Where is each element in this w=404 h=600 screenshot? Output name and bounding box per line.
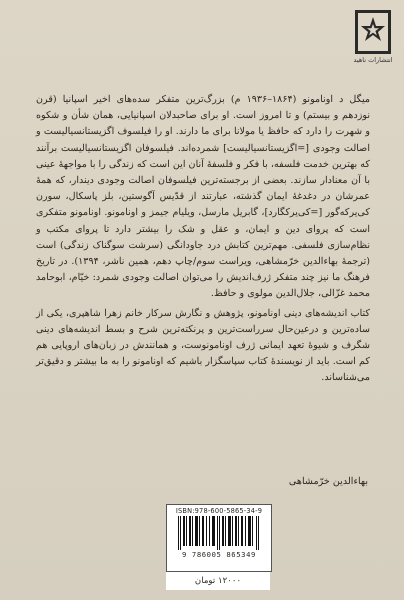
- barcode-icon: [176, 516, 262, 550]
- isbn-label: ISBN:978-600-5865-34-9: [175, 507, 263, 515]
- publisher-name: انتشارات ناهید: [353, 56, 393, 64]
- barcode-box: [166, 504, 272, 572]
- blurb-paragraph-1: میگل د اونامونو (۱۸۶۴–۱۹۳۶ م) بزرگ‌ترین متفکر سده‌های اخیر اسپانیا (قرن نوزدهم و بیستم) و تا امروز است. او برای صاحبدلان اسپانیایی، همان شأن و شکوه و شهرت را دارد که حافظ یا مولانا برای ما دارند. او را فیلسوف اگزیستانسیالیست و اصالت وجودی [=اگزیستانسیالیست] شمرده‌اند. فیلسوفان اگزیستانسیالیست برآنند که بهترین خدمت فلسفه، با فکر و فلسفهٔ آنان این است که زندگی را با مواجههٔ عینی با آن معنادار سازند. بعضی از برجسته‌ترین فیلسوفان اصالت وجودی دیندار، که همهٔ عمرشان در دغدغهٔ ایمان گذشته، عبارتند از قدّیس آگوستین، بلز پاسکال، سورن کی‌یرکه‌گور [=کی‌یرکگارد]، گابریل مارسل، ویلیام جیمز و اونامونو. اونامونو متفکری است که پروای دین و ایمان، و عقل و شک را بیشتر دارد تا پروای مکتب و نظام‌سازی فلسفی. مهم‌ترین کتابش درد جاودانگی (سرشت سوگناک زندگی) است (ترجمهٔ بهاءالدین خرّمشاهی، ویراست سوم/چاپ دهم، همین ناشر، ۱۳۹۴). در تاریخ فرهنگ ما نیز چند متفکر ژرف‌اندیش را می‌توان اصالت وجودی شمرد: خیّام، ابوحامد محمد غزّالی، جلال‌الدین مولوی و حافظ.: [36, 94, 370, 300]
- publisher-logo: [350, 10, 396, 70]
- blurb-text: [36, 92, 370, 387]
- blurb-paragraph-2: کتاب اندیشه‌های دینی اونامونو، پژوهش و نگارش سرکار خانم زهرا شاهپری، یکی از ساده‌ترین و درعین‌حال سرراست‌ترین و پرنکته‌ترین شرح و بسط اندیشه‌های دینی شگرف و شیوهٔ تعهد ایمانی ژرف اونامونوست، و همانندش در زبان‌های اروپایی هم کم است. باید از نویسندهٔ کتاب سپاسگزار باشیم که اونامونو را به ما بیشتر و دقیق‌تر می‌شناساند.: [36, 307, 370, 384]
- publisher-logo-icon: [355, 10, 391, 54]
- ean-number: 9 786005 865349: [182, 550, 256, 559]
- price-label: ۱۲۰۰۰ تومان: [166, 571, 270, 590]
- author-signature: بهاءالدین خرّمشاهی: [288, 476, 368, 487]
